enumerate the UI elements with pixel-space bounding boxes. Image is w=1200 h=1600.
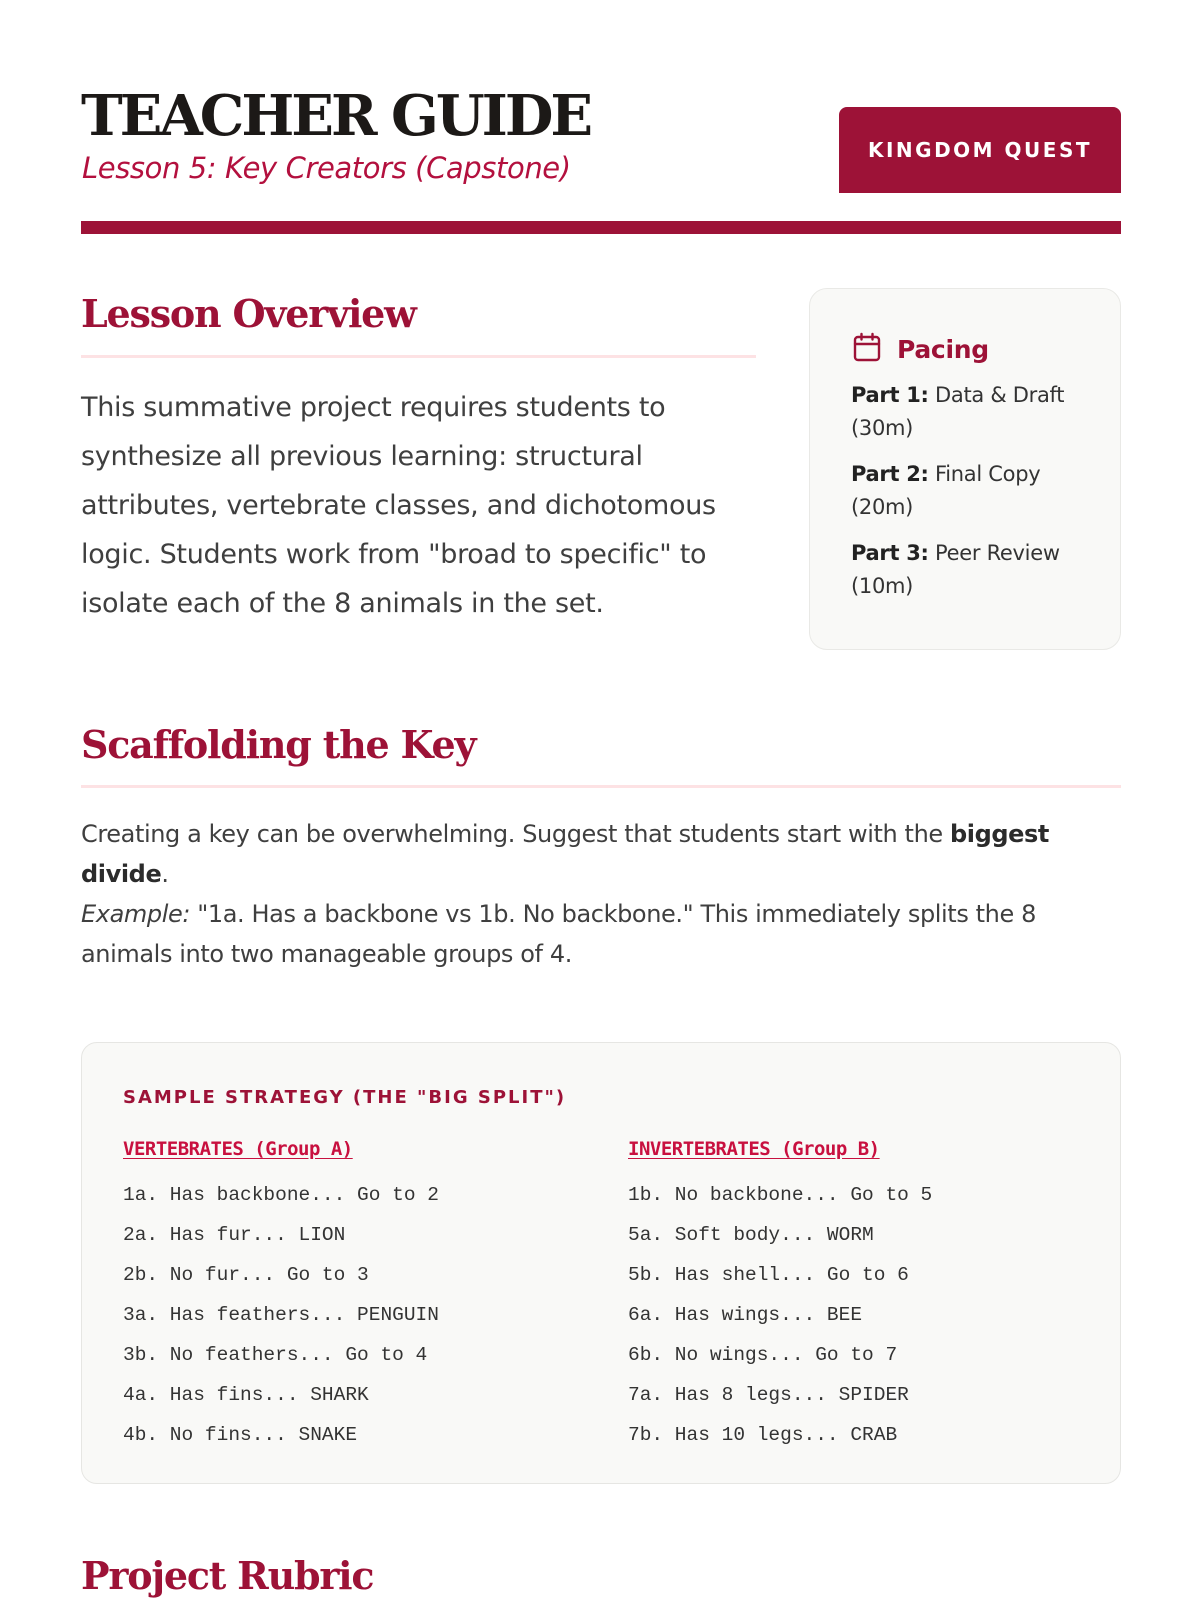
scaffolding-intro: Creating a key can be overwhelming. Suggest that students start with the xyxy=(81,820,950,848)
pacing-item xyxy=(851,379,1081,445)
section-divider xyxy=(81,355,756,358)
pacing-item-text: Final Copy (20m) xyxy=(851,462,1041,519)
pacing-item-label: Part 1: xyxy=(851,383,929,407)
pacing-item-text: Data & Draft (30m) xyxy=(851,383,1065,440)
example-text: "1a. Has a backbone vs 1b. No backbone." This immediately splits the 8 animals into two manageable groups of 4. xyxy=(81,900,1036,968)
header-divider xyxy=(81,221,1121,234)
key-line: 6a. Has wings... BEE xyxy=(628,1304,863,1326)
calendar-icon xyxy=(851,331,883,367)
example-label: Example: xyxy=(81,900,191,928)
project-rubric-heading: Project Rubric xyxy=(81,1553,374,1598)
section-divider xyxy=(81,785,1121,788)
strategy-label: SAMPLE STRATEGY (THE "BIG SPLIT") xyxy=(123,1087,567,1108)
key-line: 1b. No backbone... Go to 5 xyxy=(628,1184,933,1206)
key-line: 2b. No fur... Go to 3 xyxy=(123,1264,369,1286)
pacing-item-text: Peer Review (10m) xyxy=(851,541,1060,598)
scaffolding-emphasis: biggest divide xyxy=(81,820,1049,888)
key-line: 5a. Soft body... WORM xyxy=(628,1224,874,1246)
invertebrates-column xyxy=(628,1135,932,1455)
key-line: 2a. Has fur... LION xyxy=(123,1224,346,1246)
pacing-card xyxy=(809,288,1121,650)
scaffolding-heading: Scaffolding the Key xyxy=(81,722,476,767)
pacing-title: Pacing xyxy=(897,334,989,364)
pacing-item-label: Part 3: xyxy=(851,541,929,565)
teacher-guide-page xyxy=(81,0,1121,1598)
key-line: 7a. Has 8 legs... SPIDER xyxy=(628,1384,909,1406)
pacing-item xyxy=(851,458,1081,524)
key-line: 6b. No wings... Go to 7 xyxy=(628,1344,898,1366)
column-heading: VERTEBRATES (Group A) xyxy=(123,1138,353,1160)
pacing-item-label: Part 2: xyxy=(851,462,929,486)
key-line: 3a. Has feathers... PENGUIN xyxy=(123,1304,439,1326)
brand-badge: KINGDOM QUEST xyxy=(839,107,1121,193)
lesson-overview-heading: Lesson Overview xyxy=(81,291,416,336)
page-header xyxy=(81,0,1121,238)
lesson-overview-text: This summative project requires students to synthesize all previous learning: structural attributes, vertebrate classes, and dichotomous logic. Students work from "broad to specific" to isolate each of the 8 animals in the set. xyxy=(81,392,716,619)
pacing-header xyxy=(851,331,1120,367)
lesson-subtitle: Lesson 5: Key Creators (Capstone) xyxy=(82,151,571,185)
key-line: 5b. Has shell... Go to 6 xyxy=(628,1264,909,1286)
column-heading: INVERTEBRATES (Group B) xyxy=(628,1138,880,1160)
key-line: 1a. Has backbone... Go to 2 xyxy=(123,1184,439,1206)
pacing-item xyxy=(851,537,1081,603)
vertebrates-column xyxy=(123,1135,439,1455)
key-line: 3b. No feathers... Go to 4 xyxy=(123,1344,428,1366)
scaffolding-intro-end: . xyxy=(161,860,169,888)
key-line: 7b. Has 10 legs... CRAB xyxy=(628,1424,898,1446)
page-title: TEACHER GUIDE xyxy=(81,83,591,149)
scaffolding-text xyxy=(81,814,1091,974)
key-line: 4b. No fins... SNAKE xyxy=(123,1424,358,1446)
sample-strategy-box xyxy=(81,1042,1121,1484)
key-line: 4a. Has fins... SHARK xyxy=(123,1384,369,1406)
